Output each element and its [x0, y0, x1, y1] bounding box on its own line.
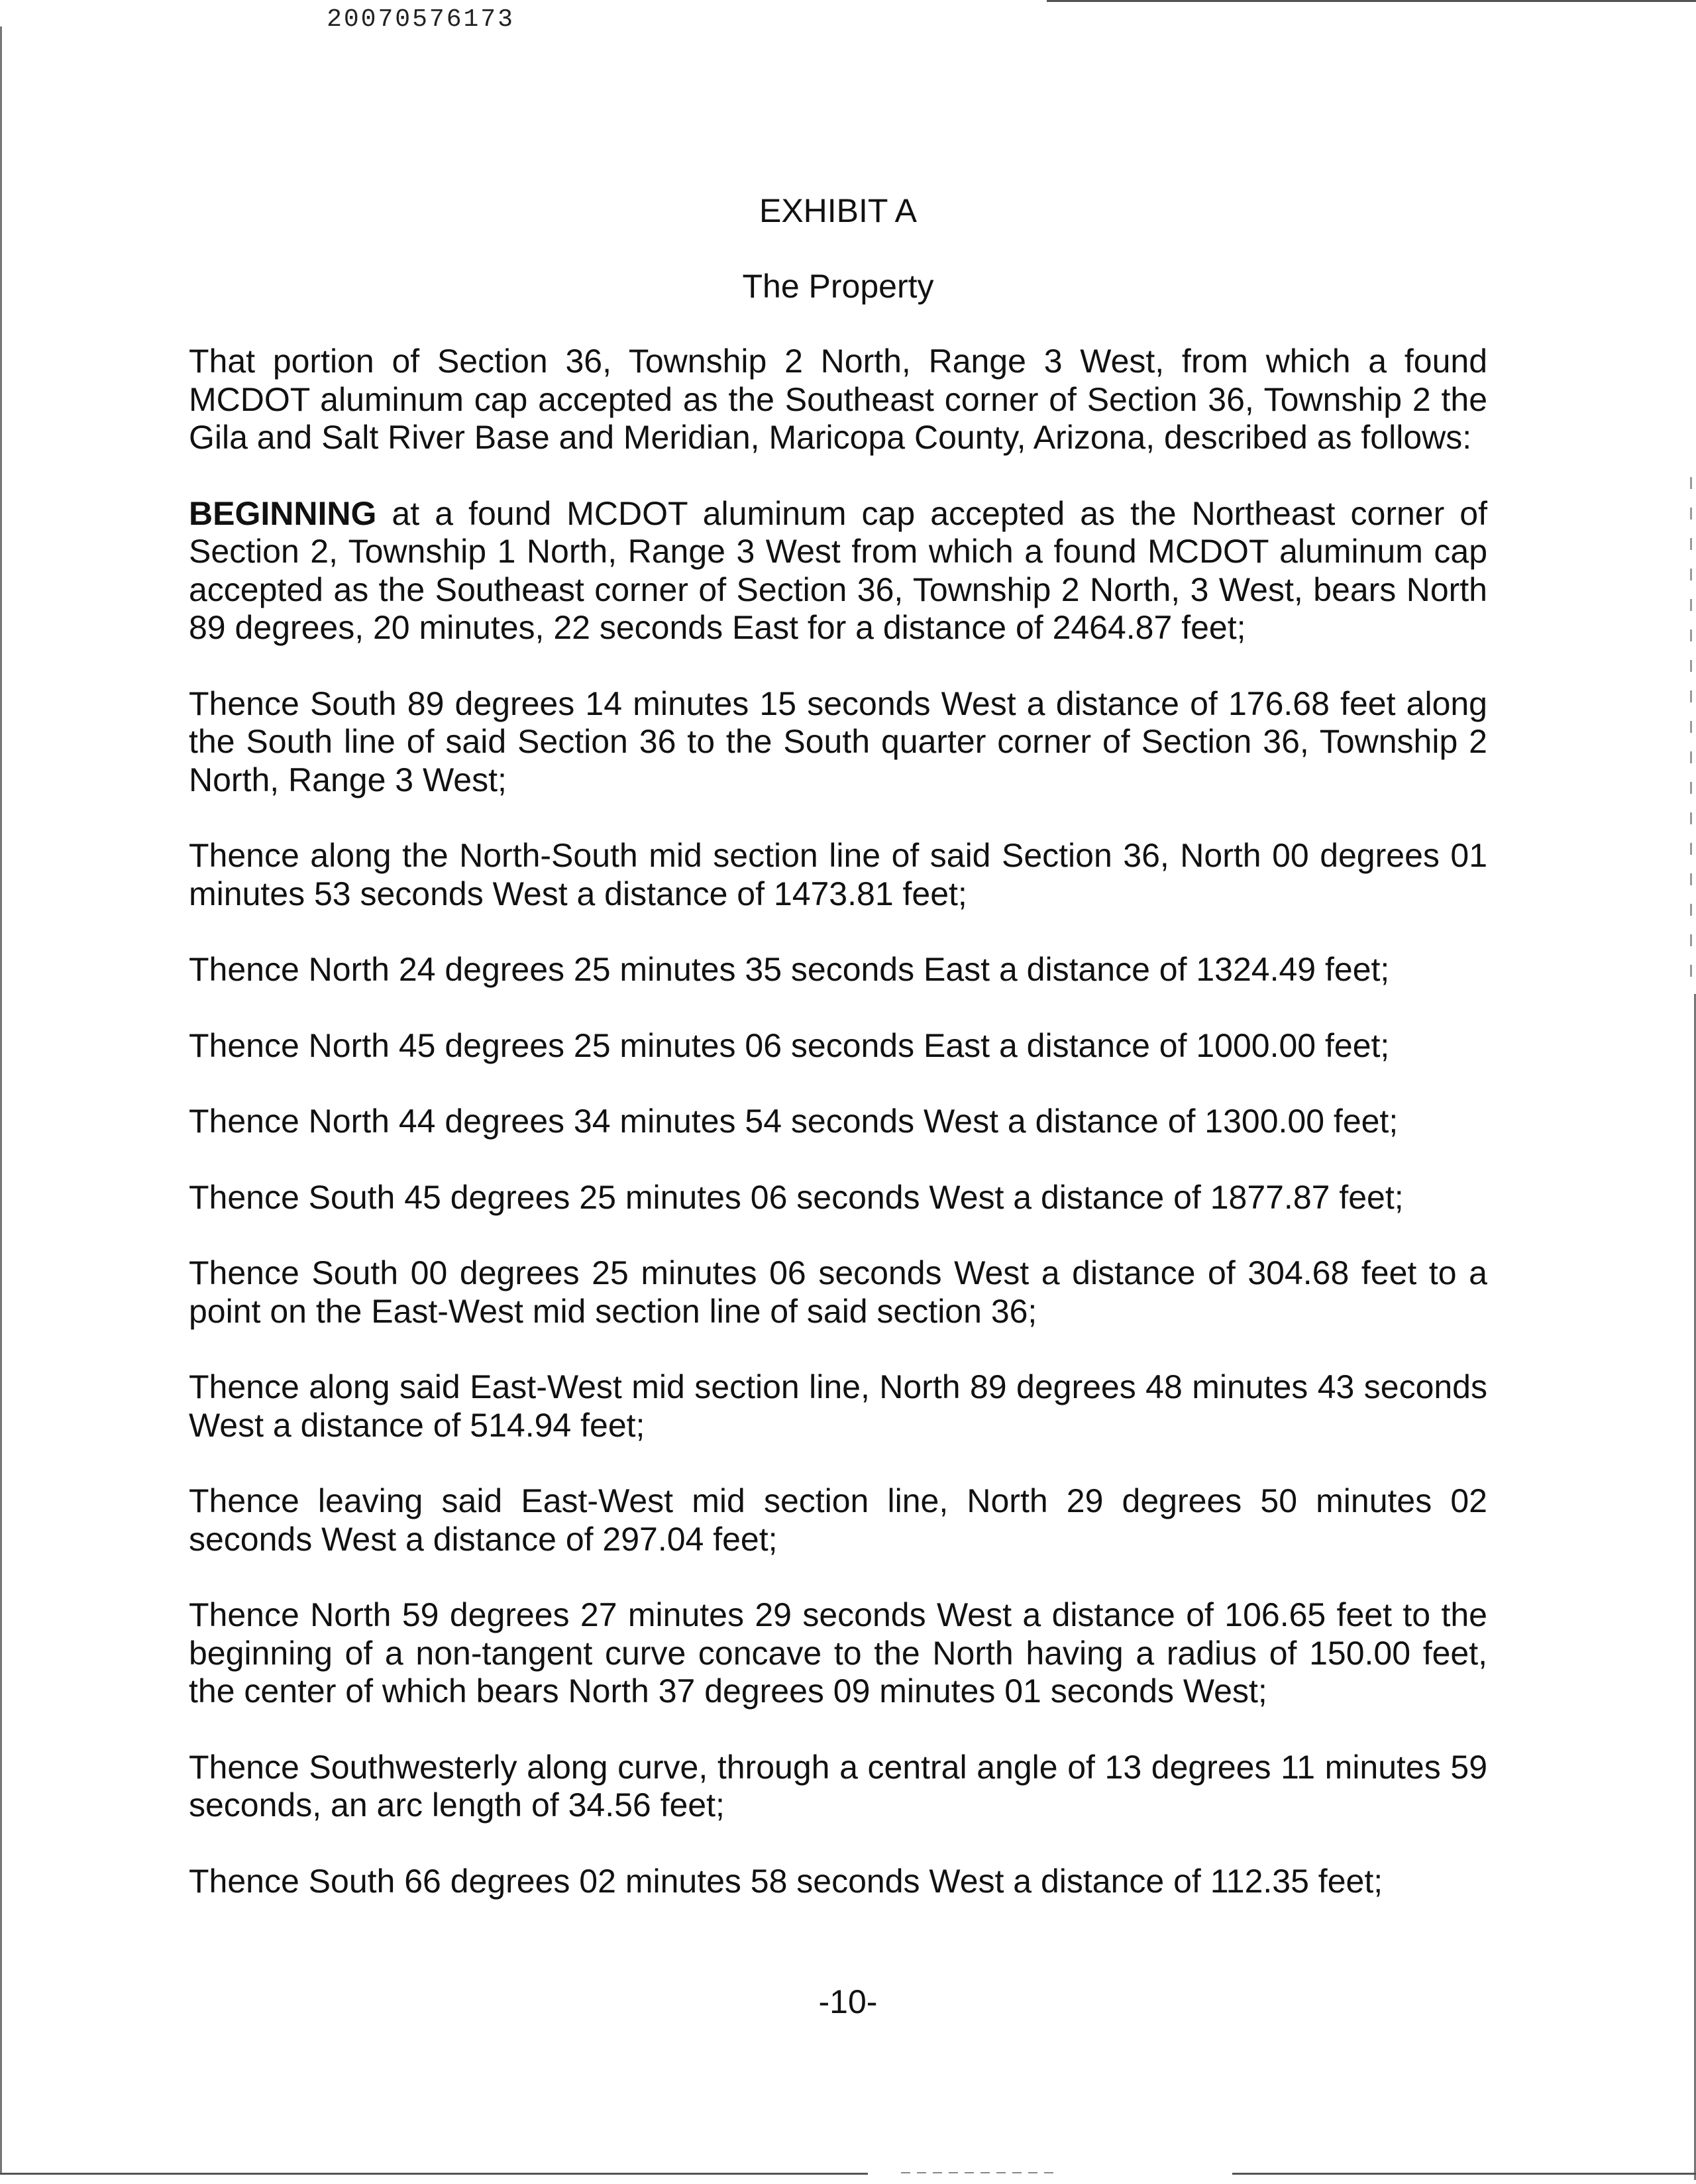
paragraph	[189, 495, 1487, 647]
scan-bottom-dash	[901, 2172, 1060, 2173]
paragraph-text: Thence North 59 degrees 27 minutes 29 seconds West a distance of 106.65 feet to the beginning of a non-tangent curve concave to the North having a radius of 150.00 feet, the center of which bears North 37 degrees 09 minutes 01 seconds West;	[189, 1596, 1487, 1710]
exhibit-title: EXHIBIT A	[759, 192, 918, 229]
page-number: -10-	[818, 1983, 878, 2020]
scan-left-edge	[0, 27, 2, 2173]
paragraph	[189, 837, 1487, 913]
paragraph	[189, 685, 1487, 800]
paragraph	[189, 1368, 1487, 1445]
paragraph-lead: BEGINNING	[189, 494, 377, 532]
paragraph-text: Thence along the North-South mid section line of said Section 36, North 00 degrees 01 minutes 53 seconds West a distance of 1473.81 feet;	[189, 837, 1487, 912]
paragraph-text: Thence leaving said East-West mid section line, North 29 degrees 50 minutes 02 seconds West a distance of 297.04 feet;	[189, 1482, 1487, 1558]
paragraph-text: Thence South 66 degrees 02 minutes 58 seconds West a distance of 112.35 feet;	[189, 1862, 1383, 1900]
paragraph-text: Thence South 45 degrees 25 minutes 06 seconds West a distance of 1877.87 feet;	[189, 1178, 1404, 1216]
paragraph	[189, 1863, 1487, 1901]
paragraph	[189, 1482, 1487, 1558]
recording-number: 20070576173	[327, 5, 515, 34]
paragraph-text: Thence North 24 degrees 25 minutes 35 seconds East a distance of 1324.49 feet;	[189, 951, 1390, 988]
paragraph	[189, 343, 1487, 457]
document-subtitle: The Property	[742, 267, 934, 305]
paragraph-text: That portion of Section 36, Township 2 North, Range 3 West, from which a found MCDOT aluminum cap accepted as the Southeast corner of Section 36, Township 2 the Gila and Salt River Base and Meridian, Maricopa County, Arizona, described as follows:	[189, 343, 1487, 456]
paragraph	[189, 1179, 1487, 1217]
paragraph-text: Thence North 44 degrees 34 minutes 54 seconds West a distance of 1300.00 feet;	[189, 1103, 1399, 1140]
paragraph-text: Thence Southwesterly along curve, through a central angle of 13 degrees 11 minutes 59 seconds, an arc length of 34.56 feet;	[189, 1748, 1487, 1824]
scan-right-dash	[1690, 477, 1692, 994]
paragraph	[189, 1103, 1487, 1141]
paragraph-text: Thence South 00 degrees 25 minutes 06 seconds West a distance of 304.68 feet to a point on the East-West mid section line of said section 36;	[189, 1254, 1487, 1330]
paragraph	[189, 1749, 1487, 1825]
document-body	[189, 192, 1487, 1938]
paragraph-text: Thence South 89 degrees 14 minutes 15 seconds West a distance of 176.68 feet along the South line of said Section 36 to the South quarter corner of Section 36, Township 2 North, Range 3 West;	[189, 684, 1487, 798]
scan-bottom-rule-right	[1232, 2173, 1696, 2175]
paragraph-text: at a found MCDOT aluminum cap accepted as the Northeast corner of Section 2, Township 1 North, Range 3 West from which a found MCDOT aluminum cap accepted as the Southeast corner of Section 36, Township 2 North, 3 West, bears North 89 degrees, 20 minutes, 22 seconds East for a distance of 2464.87 feet;	[189, 494, 1487, 646]
paragraph	[189, 1596, 1487, 1711]
paragraph	[189, 1254, 1487, 1331]
paragraph-text: Thence along said East-West mid section line, North 89 degrees 48 minutes 43 seconds West a distance of 514.94 feet;	[189, 1368, 1487, 1444]
paragraph-text: Thence North 45 degrees 25 minutes 06 seconds East a distance of 1000.00 feet;	[189, 1026, 1390, 1064]
scan-bottom-rule	[0, 2173, 868, 2175]
scan-top-rule	[1047, 0, 1696, 2]
paragraph	[189, 951, 1487, 989]
paragraph	[189, 1027, 1487, 1065]
